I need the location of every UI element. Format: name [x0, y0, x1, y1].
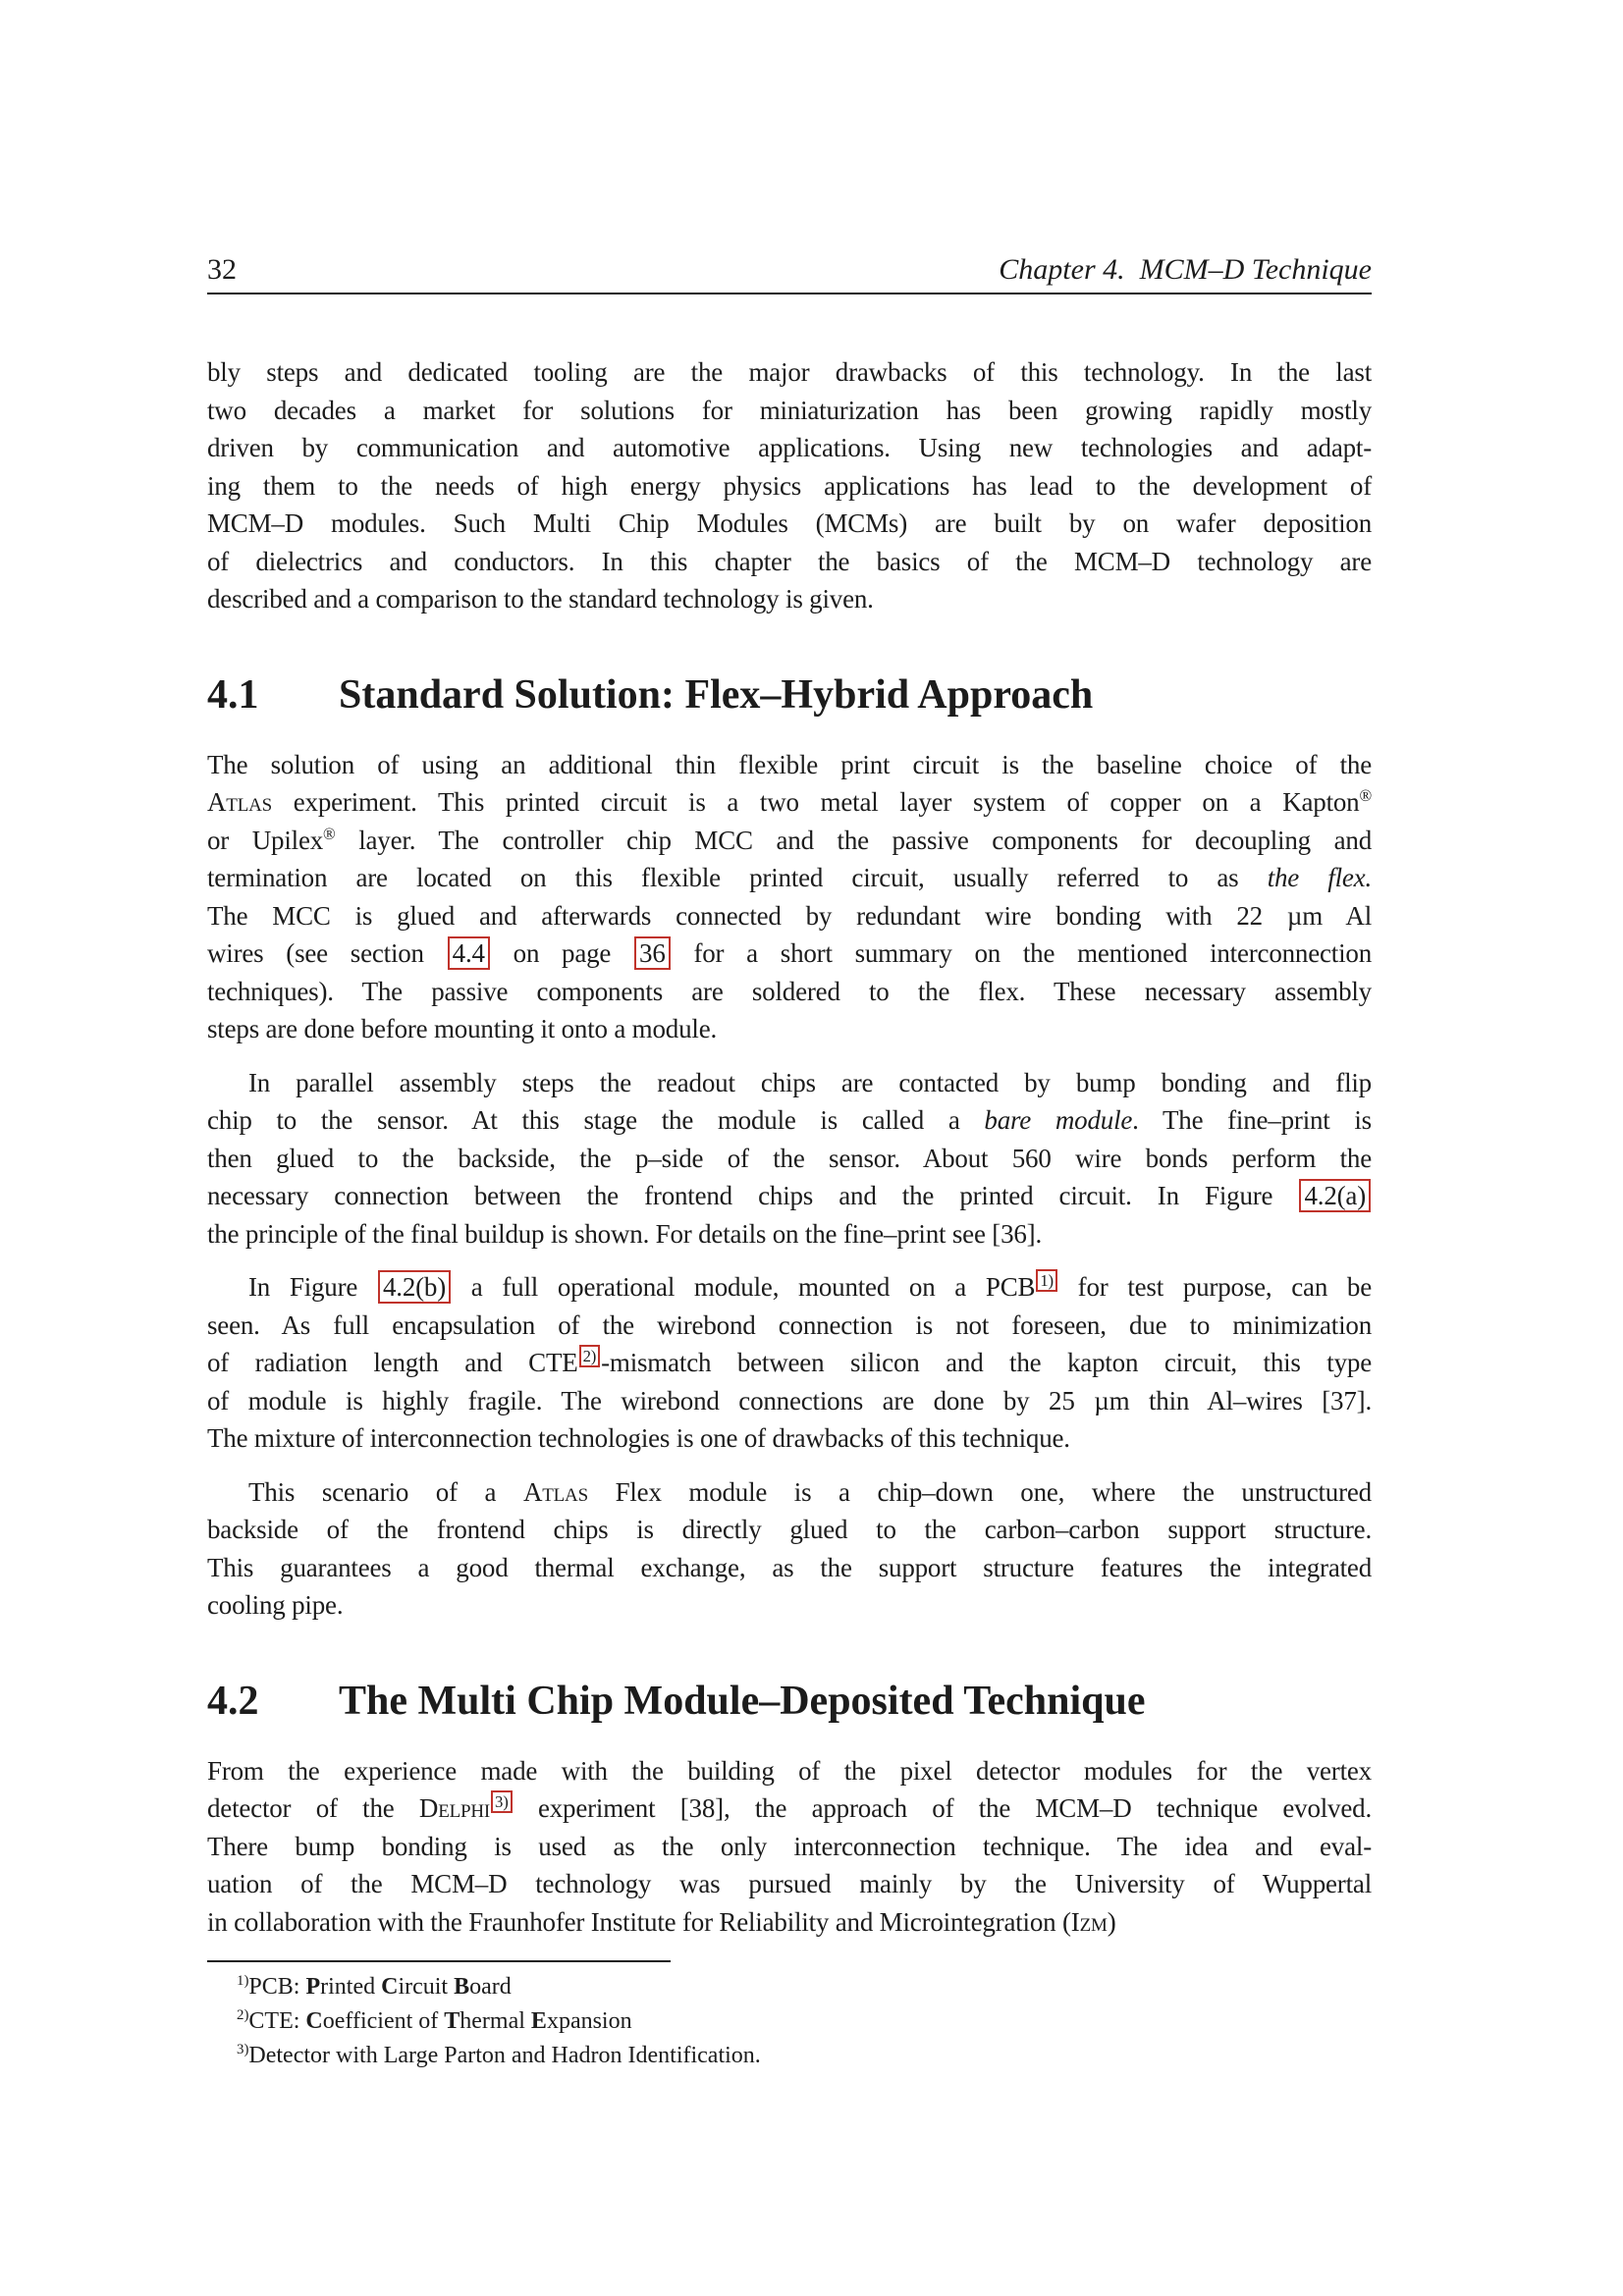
ref-link-36[interactable]: 36 — [634, 936, 671, 970]
text-run: techniques). The passive components are soldered to the flex. These necessary assembly — [207, 976, 1372, 1006]
text-line — [207, 897, 1372, 935]
text-run: Detector with Large Parton and Hadron Identification. — [248, 2043, 761, 2068]
text-line — [207, 1586, 1372, 1625]
bold-text: B — [454, 1974, 470, 2000]
text-run: for a short summary on the mentioned interconnection — [671, 938, 1372, 968]
italic-text: the flex. — [1267, 863, 1373, 892]
text-run: backside of the frontend chips is directly glued to the carbon–carbon support structure. — [207, 1515, 1372, 1544]
text-run: The mixture of interconnection technologies is one of drawbacks of this technique. — [207, 1423, 1070, 1453]
footnote-link-1)[interactable]: 1) — [1036, 1269, 1057, 1292]
text-line — [207, 1344, 1372, 1382]
text-run: wires (see section — [207, 938, 447, 968]
section-number: 4.1 — [207, 671, 259, 718]
text-run: This guarantees a good thermal exchange, as the support structure features the integrated — [207, 1552, 1372, 1582]
text-line — [207, 1828, 1372, 1866]
text-run: of radiation length and CTE — [207, 1348, 578, 1377]
text-line — [207, 353, 1372, 392]
superscript-symbol: ® — [1359, 786, 1372, 805]
text-run: driven by communication and automotive applications. Using new technologies and adapt- — [207, 433, 1372, 462]
text-line — [207, 543, 1372, 581]
text-run: xpansion — [546, 2008, 632, 2034]
text-run: ircuit — [398, 1974, 455, 2000]
bold-text: T — [444, 2008, 460, 2034]
text-run: In Figure — [248, 1272, 377, 1302]
text-run: for test purpose, can be — [1057, 1272, 1372, 1302]
text-run: In parallel assembly steps the readout chips are contacted by bump bonding and flip — [248, 1067, 1372, 1097]
text-run: ) — [1107, 1906, 1116, 1937]
section-heading-4.2 — [207, 1676, 1372, 1727]
section-title: The Multi Chip Module–Deposited Technique — [339, 1678, 1146, 1724]
text-run: PCB: — [248, 1974, 306, 2000]
text-run: Flex module is a chip–down one, where the unstructured — [587, 1476, 1372, 1507]
text-run: necessary connection between the frontend chips and the printed circuit. In Figure — [207, 1181, 1299, 1210]
text-run: of module is highly fragile. The wirebond connections are done by 25 µm thin Al–wires [37]. — [207, 1385, 1372, 1415]
text-line — [207, 1419, 1372, 1458]
text-run: termination are located on this flexible printed circuit, usually referred to as — [207, 863, 1268, 892]
text-run: CTE: — [248, 2008, 306, 2034]
text-line — [207, 1064, 1372, 1102]
ref-link-4.2(b)[interactable]: 4.2(b) — [378, 1270, 451, 1304]
footnote-rule — [207, 1960, 671, 1962]
section-heading-4.1 — [207, 669, 1372, 721]
bold-text: C — [305, 2008, 323, 2034]
smallcaps-text: Atlas — [207, 787, 272, 817]
text-line — [207, 1101, 1372, 1140]
text-run: experiment [38], the approach of the MCM–D technique evolved. — [513, 1793, 1372, 1823]
text-run: The MCC is glued and afterwards connected by redundant wire bonding with 22 µm Al — [207, 900, 1372, 931]
text-run: seen. As full encapsulation of the wirebond connection is not foreseen, due to minimization — [207, 1309, 1372, 1340]
text-line — [207, 1215, 1372, 1254]
footnote-marker: 1) — [237, 1973, 249, 1989]
text-run: rinted — [320, 1974, 382, 2000]
text-run: experiment. This printed circuit is a two metal layer system of copper on a Kapton — [272, 787, 1360, 817]
text-line — [207, 973, 1372, 1011]
text-line — [207, 1789, 1372, 1828]
paragraph — [207, 746, 1372, 1048]
text-run: hermal — [460, 2008, 531, 2034]
footnote-1 — [237, 1970, 1372, 2004]
text-run: a full operational module, mounted on a PCB — [452, 1272, 1036, 1302]
text-line — [207, 429, 1372, 467]
text-line — [207, 1473, 1372, 1512]
footnote-marker: 3) — [237, 2042, 249, 2057]
smallcaps-text: Izm — [1070, 1906, 1108, 1937]
section-title: Standard Solution: Flex–Hybrid Approach — [339, 671, 1094, 718]
paragraph — [207, 1268, 1372, 1458]
text-line — [207, 505, 1372, 543]
footnotes — [207, 1970, 1372, 2073]
text-run: cooling pipe. — [207, 1590, 344, 1620]
ref-link-4.4[interactable]: 4.4 — [448, 936, 490, 970]
text-line — [207, 1010, 1372, 1048]
paragraph — [207, 1064, 1372, 1254]
text-run: -mismatch between silicon and the kapton circuit, this type — [601, 1348, 1372, 1377]
page-number: 32 — [207, 253, 237, 286]
superscript-symbol: ® — [323, 824, 336, 843]
paragraph — [207, 1752, 1372, 1942]
text-run: bly steps and dedicated tooling are the major drawbacks of this technology. In the last — [207, 357, 1372, 387]
footnote-3 — [237, 2039, 1372, 2073]
text-block — [207, 253, 1372, 2073]
text-run: chip to the sensor. At this stage the module is called a — [207, 1105, 985, 1135]
text-line — [207, 1549, 1372, 1587]
text-run: two decades a market for solutions for miniaturization has been growing rapidly mostly — [207, 395, 1372, 425]
text-run: detector of the — [207, 1793, 419, 1823]
text-run: From the experience made with the building of the pixel detector modules for the vertex — [207, 1755, 1372, 1786]
footnote-link-3)[interactable]: 3) — [491, 1790, 513, 1813]
paragraph — [207, 353, 1372, 618]
text-line — [207, 1752, 1372, 1790]
footnote-link-2)[interactable]: 2) — [579, 1345, 601, 1367]
italic-text: bare module — [984, 1105, 1133, 1135]
text-run: MCM–D modules. Such Multi Chip Modules (MCMs) are built by on wafer deposition — [207, 508, 1372, 538]
text-line — [207, 783, 1372, 822]
text-run: . The fine–print is — [1132, 1105, 1372, 1135]
text-run: There bump bonding is used as the only interconnection technique. The idea and eval- — [207, 1831, 1372, 1861]
text-line — [207, 859, 1372, 897]
text-run: then glued to the backside, the p–side of the sensor. About 560 wire bonds perform the — [207, 1143, 1372, 1173]
text-run: described and a comparison to the standard technology is given. — [207, 584, 874, 614]
paragraph — [207, 1473, 1372, 1625]
text-line — [207, 1865, 1372, 1903]
text-run: ing them to the needs of high energy physics applications has lead to the development of — [207, 470, 1372, 501]
text-line — [207, 1140, 1372, 1178]
bold-text: E — [530, 2008, 547, 2034]
text-line — [207, 1511, 1372, 1549]
text-run: uation of the MCM–D technology was pursued mainly by the University of Wuppertal — [207, 1869, 1372, 1898]
text-line — [207, 1268, 1372, 1307]
text-line — [207, 392, 1372, 430]
text-line — [207, 467, 1372, 506]
header-rule — [207, 293, 1372, 294]
smallcaps-text: Delphi — [418, 1793, 491, 1823]
text-line — [207, 746, 1372, 784]
text-run: on page — [490, 938, 634, 968]
chapter-running-title: Chapter 4. MCM–D Technique — [999, 253, 1372, 286]
text-run: steps are done before mounting it onto a module. — [207, 1014, 718, 1043]
section-number: 4.2 — [207, 1678, 259, 1724]
text-line — [207, 580, 1372, 618]
smallcaps-text: Atlas — [522, 1476, 588, 1507]
text-run: layer. The controller chip MCC and the passive components for decoupling and — [335, 825, 1372, 855]
footnote-marker: 2) — [237, 2007, 249, 2023]
document-body — [207, 353, 1372, 1941]
text-run: This scenario of a — [248, 1476, 523, 1507]
text-run: or Upilex — [207, 825, 324, 855]
bold-text: P — [305, 1974, 321, 2000]
ref-link-4.2(a)[interactable]: 4.2(a) — [1299, 1179, 1371, 1212]
bold-text: C — [381, 1974, 399, 2000]
text-run: of dielectrics and conductors. In this chapter the basics of the MCM–D technology are — [207, 546, 1372, 576]
text-line — [207, 1177, 1372, 1215]
text-run: oard — [469, 1974, 512, 2000]
text-run: the principle of the final buildup is shown. For details on the fine–print see [36]. — [207, 1218, 1043, 1249]
footnote-2 — [237, 2004, 1372, 2039]
text-line — [207, 1307, 1372, 1345]
text-line — [207, 1903, 1372, 1942]
text-line — [207, 1382, 1372, 1420]
text-line — [207, 822, 1372, 860]
text-line — [207, 934, 1372, 973]
text-run: The solution of using an additional thin flexible print circuit is the baseline choice of the — [207, 749, 1372, 779]
text-run: oefficient of — [322, 2008, 445, 2034]
text-run: in collaboration with the Fraunhofer Institute for Reliability and Microintegration ( — [207, 1906, 1071, 1937]
page-header — [207, 253, 1372, 287]
